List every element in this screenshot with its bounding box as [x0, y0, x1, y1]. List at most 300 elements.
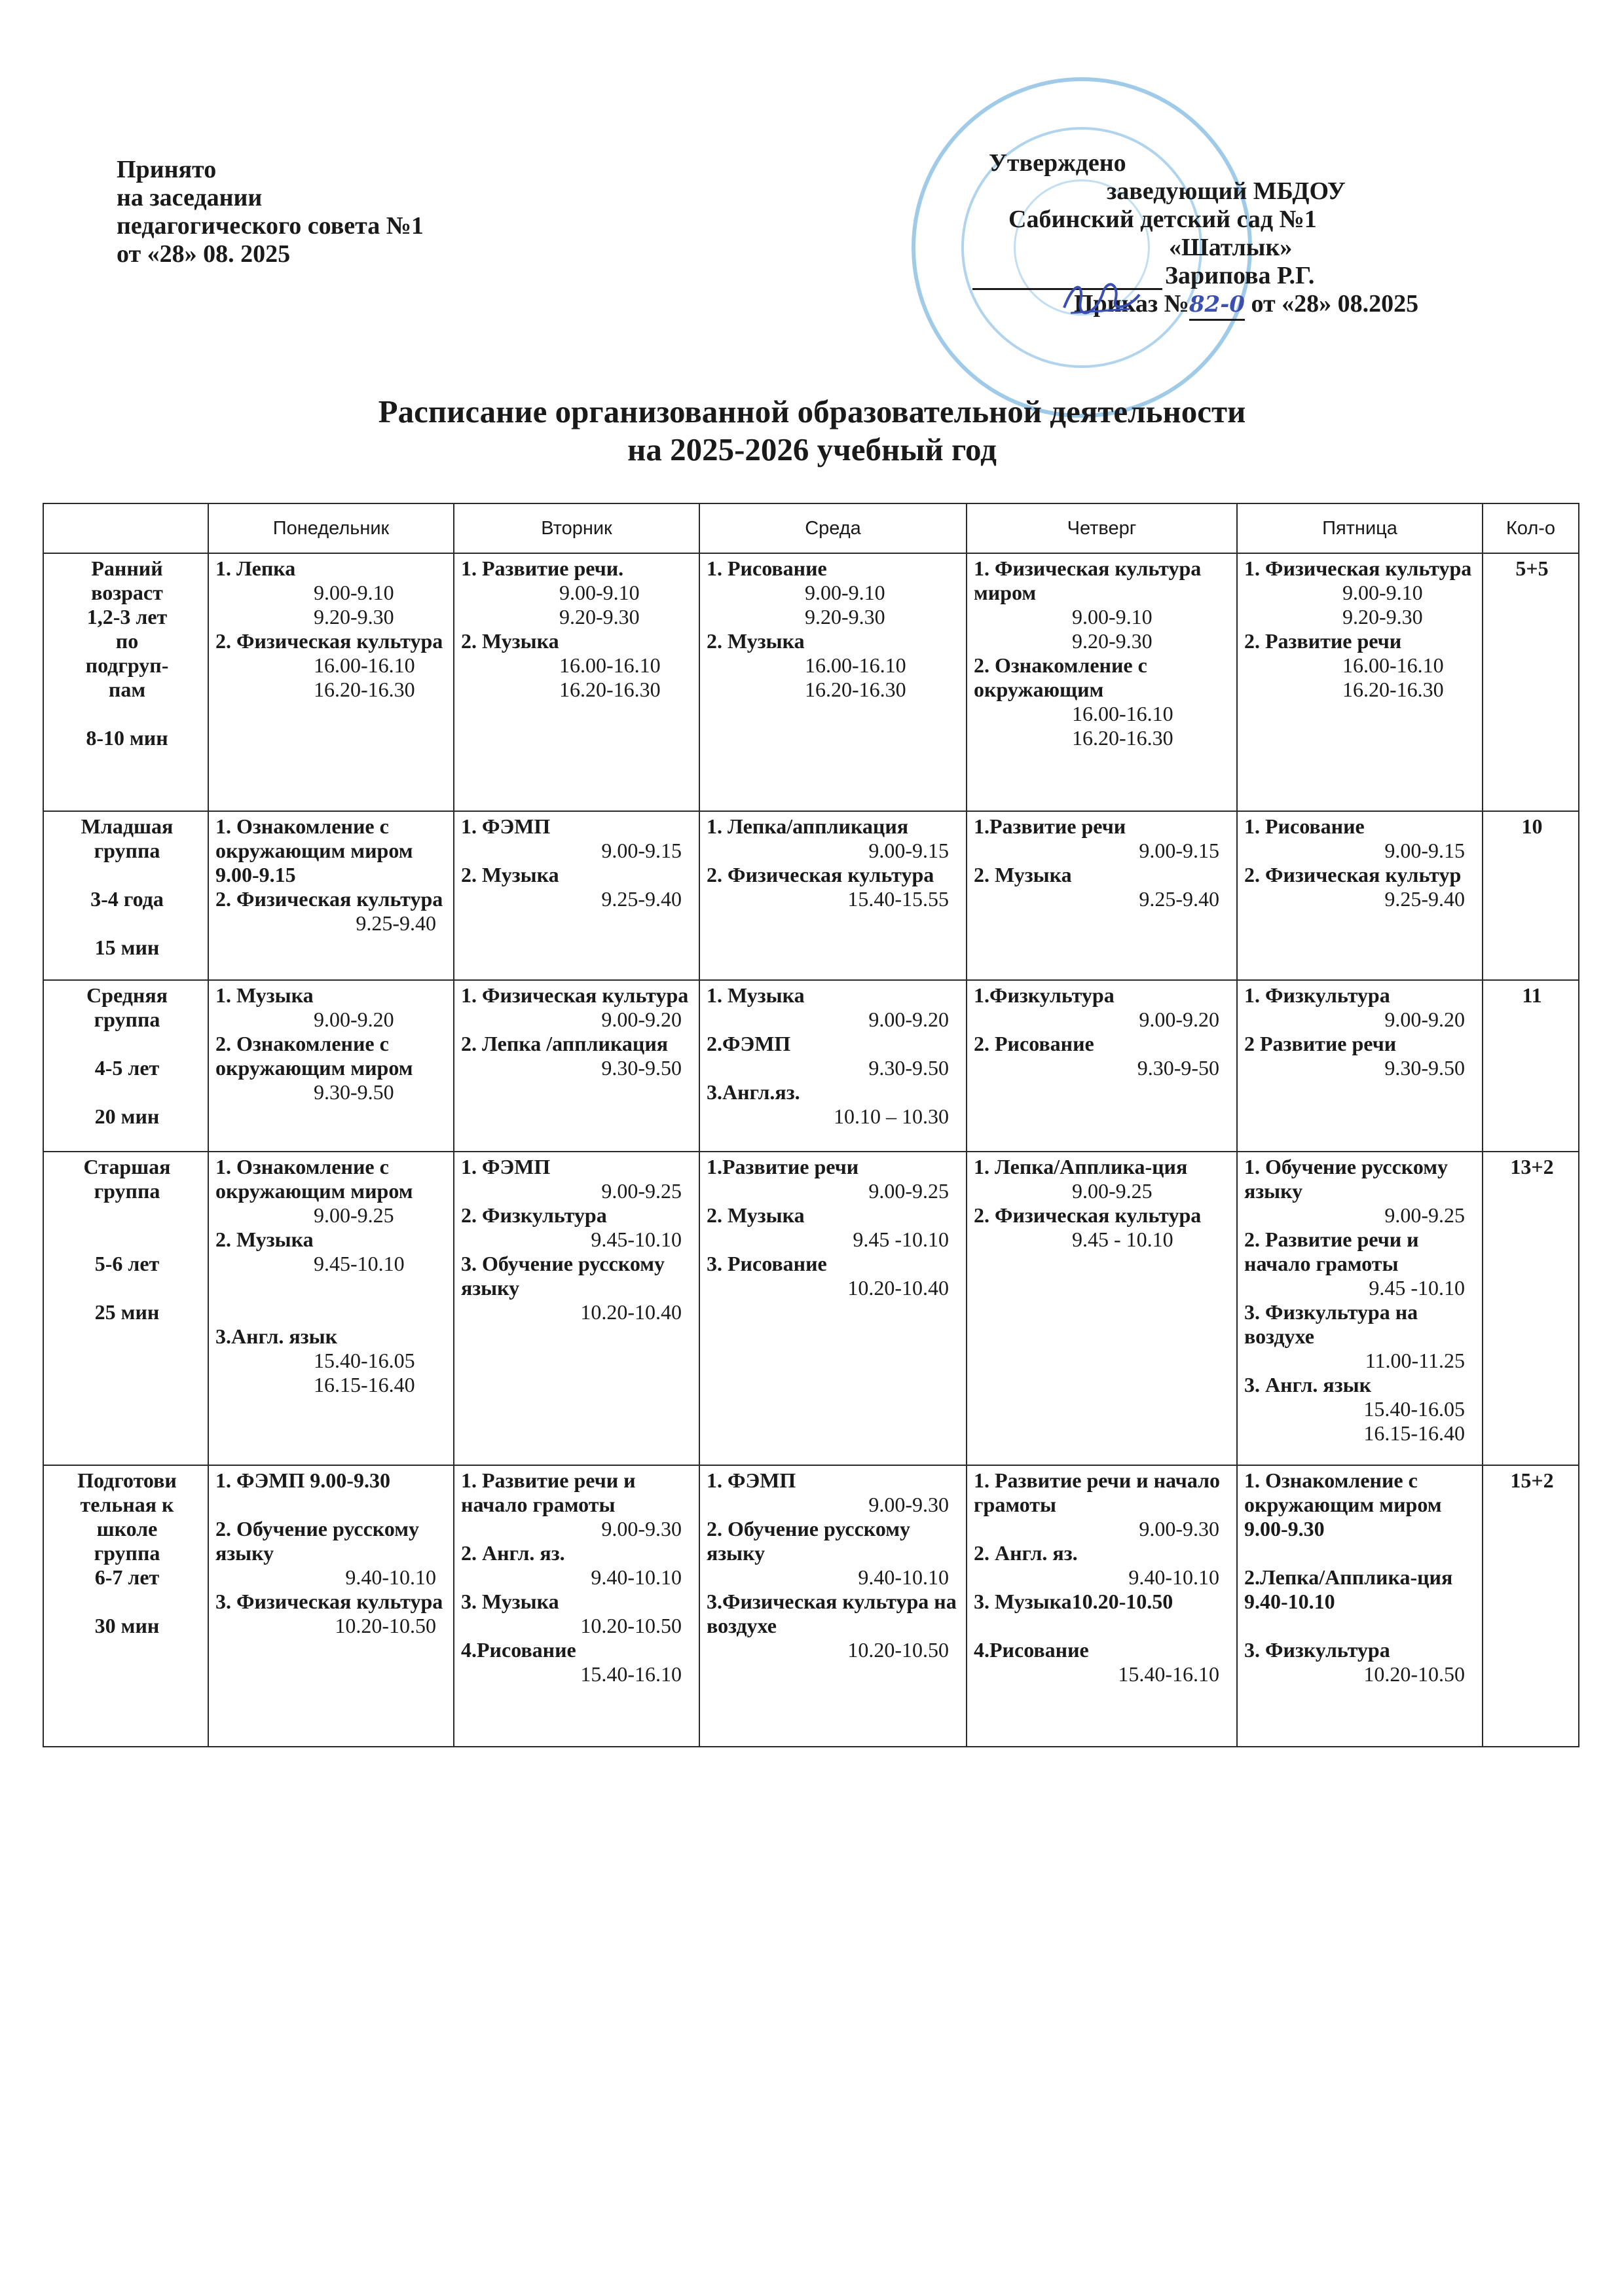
table-row — [43, 1465, 1579, 1747]
activity-time: 9.00-9.15 — [1384, 839, 1465, 862]
header-cell: Среда — [699, 503, 967, 553]
group-label-line: 4-5 лет — [94, 1056, 160, 1080]
activity-time: 9.25-9.40 — [356, 911, 436, 935]
activity-time: 9.25-9.40 — [601, 887, 682, 911]
activity-time: 9.20-9.30 — [805, 605, 885, 629]
group-label-line: Подготови — [77, 1468, 177, 1492]
activity-item — [974, 1638, 1232, 1686]
activity-item — [974, 983, 1232, 1032]
group-label-line: возраст — [91, 581, 163, 604]
schedule-cell — [208, 1152, 454, 1465]
group-label-line — [50, 702, 204, 726]
document-title — [0, 393, 1624, 469]
schedule-cell — [454, 811, 699, 980]
activity-name: 1. Развитие речи. — [461, 556, 624, 580]
activity-item — [461, 1541, 695, 1590]
approval-left-line: от «28» 08. 2025 — [117, 240, 291, 268]
activity-name: 1. Развитие речи и начало грамоты — [461, 1468, 636, 1516]
activity-name: 3. Музыка — [461, 1590, 559, 1613]
activity-time: 9.00-9.10 — [805, 581, 885, 604]
activity-item — [1244, 983, 1478, 1032]
activity-name: 3.Англ. язык — [215, 1324, 337, 1348]
group-label-line: 30 мин — [94, 1614, 160, 1637]
activity-time: 16.20-16.30 — [314, 678, 415, 701]
activity-name: 2. Физическая культура — [215, 629, 443, 653]
activity-time: 9.30-9.50 — [601, 1056, 682, 1080]
activity-item — [461, 1638, 695, 1686]
activity-name: 1. Рисование — [1244, 814, 1365, 838]
group-label-line — [50, 1203, 204, 1228]
activity-item — [215, 1468, 449, 1493]
spacer — [1244, 1541, 1478, 1565]
table-body — [43, 553, 1579, 1747]
activity-time: 9.30-9.50 — [1384, 1056, 1465, 1080]
activity-name: 2. Развитие речи и начало грамоты — [1244, 1228, 1419, 1275]
activity-name: 1. Музыка — [707, 983, 805, 1007]
group-cell — [43, 553, 208, 811]
group-label-line: группа — [94, 839, 160, 862]
activity-name: 2. Музыка — [461, 629, 559, 653]
activity-name: 3. Музыка10.20-10.50 — [974, 1590, 1173, 1613]
order-number: 82-0 — [1189, 291, 1245, 321]
group-label-line: 20 мин — [94, 1104, 160, 1128]
activity-item — [1244, 1155, 1478, 1228]
activity-item — [707, 1517, 962, 1590]
activity-item — [1244, 1565, 1478, 1614]
activity-time: 15.40-15.55 — [847, 887, 949, 911]
activity-time: 16.20-16.30 — [1342, 678, 1444, 701]
activity-name: 2. Музыка — [215, 1228, 314, 1251]
table-row — [43, 1152, 1579, 1465]
activity-name: 2. Музыка — [707, 1203, 805, 1227]
activity-name: 3. Англ. язык — [1244, 1373, 1371, 1396]
activity-time: 11.00-11.25 — [1365, 1349, 1465, 1372]
activity-name: 1. Ознакомление с окружающим миром 9.00-9.30 — [1244, 1468, 1442, 1540]
activity-name: 1. Физкультура — [1244, 983, 1390, 1007]
activity-item — [461, 1155, 695, 1203]
group-label-line: 3-4 года — [90, 887, 164, 911]
activity-time: 9.00-9.15 — [868, 839, 949, 862]
activity-item — [215, 629, 449, 702]
activity-time: 9.30-9.50 — [314, 1080, 394, 1104]
activity-time: 16.20-16.30 — [805, 678, 906, 701]
activity-time: 9.00-9.30 — [1139, 1517, 1219, 1540]
activity-item — [461, 814, 695, 863]
group-label-line: Младшая — [81, 814, 174, 838]
activity-name: 3.Физическая культура на воздухе — [707, 1590, 957, 1637]
spacer — [215, 1276, 449, 1324]
schedule-table — [43, 503, 1579, 1747]
activity-item — [974, 556, 1232, 653]
group-label-line — [50, 1590, 204, 1614]
activity-item — [1244, 629, 1478, 702]
activity-name: 2. Лепка /аппликация — [461, 1032, 669, 1055]
activity-item — [215, 556, 449, 629]
table-header-row — [43, 503, 1579, 553]
activity-time: 15.40-16.10 — [580, 1662, 682, 1686]
activity-time: 9.25-9.40 — [1384, 887, 1465, 911]
activity-time: 15.40-16.05 — [1363, 1397, 1465, 1421]
activity-time: 9.45 -10.10 — [1369, 1276, 1465, 1300]
activity-name: 2. Физическая культура — [974, 1203, 1202, 1227]
activity-time: 15.40-16.05 — [314, 1349, 415, 1372]
activity-item — [215, 1324, 449, 1397]
schedule-cell — [699, 811, 967, 980]
activity-name: 4.Рисование — [974, 1638, 1089, 1662]
activity-name: 1. Лепка/Апплика-ция — [974, 1155, 1188, 1178]
activity-name: 2. Развитие речи — [1244, 629, 1402, 653]
schedule-cell — [1237, 1465, 1483, 1747]
group-label-line: Старшая — [83, 1155, 171, 1178]
activity-item — [707, 1155, 962, 1203]
activity-time: 10.20-10.50 — [1363, 1662, 1465, 1686]
activity-time: 9.45-10.10 — [314, 1252, 405, 1275]
activity-time: 16.15-16.40 — [314, 1373, 415, 1396]
schedule-cell — [1237, 980, 1483, 1152]
activity-item — [1244, 1300, 1478, 1373]
activity-time: 9.45 -10.10 — [853, 1228, 949, 1251]
activity-name: 1. ФЭМП 9.00-9.30 — [215, 1468, 390, 1492]
activity-item — [1244, 863, 1478, 911]
activity-time: 9.00-9.15 — [1139, 839, 1219, 862]
activity-item — [461, 1032, 695, 1080]
activity-time: 9.00-9.20 — [601, 1008, 682, 1031]
table-row — [43, 811, 1579, 980]
approval-left-line: Принято — [117, 156, 217, 183]
group-label-line — [50, 1032, 204, 1056]
activity-item — [461, 1203, 695, 1252]
order-label: Приказ № — [1074, 290, 1189, 318]
activity-name: 1. Музыка — [215, 983, 314, 1007]
activity-time: 10.20-10.40 — [847, 1276, 949, 1300]
activity-time: 9.45-10.10 — [591, 1228, 682, 1251]
head-name: Зарипова Р.Г. — [1165, 262, 1315, 289]
activity-name: 4.Рисование — [461, 1638, 576, 1662]
schedule-cell — [699, 553, 967, 811]
activity-time: 10.20-10.50 — [335, 1614, 436, 1637]
title-line: на 2025-2026 учебный год — [627, 431, 997, 467]
schedule-cell — [208, 1465, 454, 1747]
activity-name: 1.Развитие речи — [707, 1155, 859, 1178]
approval-org-name: «Шатлык» — [1169, 234, 1293, 261]
schedule-cell — [967, 553, 1237, 811]
activity-time: 9.45 - 10.10 — [1072, 1228, 1173, 1251]
count-cell: 11 — [1483, 980, 1579, 1152]
activity-item — [974, 1468, 1232, 1541]
activity-name: 2. Музыка — [974, 863, 1072, 886]
activity-item — [974, 863, 1232, 911]
activity-item — [974, 1032, 1232, 1080]
activity-item — [707, 1590, 962, 1662]
activity-name: 2. Обучение русскому языку — [707, 1517, 910, 1565]
group-cell — [43, 980, 208, 1152]
activity-time: 16.00-16.10 — [805, 653, 906, 677]
activity-item — [707, 1252, 962, 1300]
activity-item — [461, 863, 695, 911]
activity-name: 2 Развитие речи — [1244, 1032, 1397, 1055]
group-label-line — [50, 1276, 204, 1300]
group-cell — [43, 1152, 208, 1465]
activity-item — [707, 1468, 962, 1517]
activity-item — [1244, 1373, 1478, 1446]
schedule-cell — [454, 980, 699, 1152]
activity-time: 9.00-9.25 — [1072, 1179, 1153, 1203]
activity-name: 3. Физкультура на воздухе — [1244, 1300, 1418, 1348]
activity-item — [974, 1590, 1232, 1614]
schedule-cell — [208, 980, 454, 1152]
activity-name: 1. Физическая культура — [1244, 556, 1472, 580]
activity-name: 1. Рисование — [707, 556, 827, 580]
table-row — [43, 553, 1579, 811]
activity-name: 2. Физическая культура — [707, 863, 934, 886]
group-label-line: 8-10 мин — [86, 726, 168, 750]
activity-name: 1.Физкультура — [974, 983, 1115, 1007]
group-cell — [43, 1465, 208, 1747]
approval-order — [943, 290, 1572, 321]
schedule-cell — [208, 553, 454, 811]
activity-item — [461, 1468, 695, 1541]
activity-name: 2. Физкультура — [461, 1203, 607, 1227]
activity-name: 2. Ознакомление с окружающим — [974, 653, 1147, 701]
activity-time: 9.40-10.10 — [591, 1565, 682, 1589]
schedule-cell — [208, 811, 454, 980]
group-label-line: Ранний — [91, 556, 163, 580]
activity-name: 1.Развитие речи — [974, 814, 1126, 838]
activity-time: 9.00-9.15 — [601, 839, 682, 862]
activity-name: 1. Лепка/аппликация — [707, 814, 909, 838]
order-date: от «28» 08.2025 — [1251, 290, 1419, 318]
activity-time: 9.40-10.10 — [858, 1565, 949, 1589]
activity-item — [215, 1228, 449, 1276]
approval-position: заведующий МБДОУ — [1107, 177, 1346, 205]
spacer — [1244, 1614, 1478, 1638]
activity-item — [461, 1590, 695, 1638]
activity-item — [1244, 1468, 1478, 1541]
group-label-line: пам — [108, 678, 146, 701]
count-cell: 5+5 — [1483, 553, 1579, 811]
activity-time: 9.00-9.25 — [314, 1203, 394, 1227]
activity-item — [974, 814, 1232, 863]
approval-title: Утверждено — [989, 149, 1126, 177]
activity-name: 2. Музыка — [707, 629, 805, 653]
activity-name: 3. Обучение русскому языку — [461, 1252, 665, 1300]
activity-item — [707, 629, 962, 702]
activity-name: 1. ФЭМП — [461, 814, 551, 838]
signature-icon — [1058, 275, 1143, 321]
activity-name: 2. Ознакомление с окружающим миром — [215, 1032, 413, 1080]
activity-name: 2.ФЭМП — [707, 1032, 791, 1055]
group-label-line: тельная к — [80, 1493, 174, 1516]
activity-time: 9.30-9.50 — [868, 1056, 949, 1080]
activity-name: 1. ФЭМП — [461, 1155, 551, 1178]
count-cell: 13+2 — [1483, 1152, 1579, 1465]
activity-time: 9.20-9.30 — [1342, 605, 1423, 629]
activity-item — [1244, 814, 1478, 863]
activity-name: 3. Рисование — [707, 1252, 827, 1275]
activity-item — [707, 556, 962, 629]
activity-time: 9.30-9-50 — [1137, 1056, 1219, 1080]
schedule-cell — [967, 1465, 1237, 1747]
activity-item — [215, 1155, 449, 1228]
activity-name: 3. Физическая культура — [215, 1590, 443, 1613]
activity-item — [215, 887, 449, 936]
activity-name: 2. Рисование — [974, 1032, 1094, 1055]
activity-time: 16.15-16.40 — [1363, 1421, 1465, 1445]
approval-signature-line — [943, 262, 1572, 290]
activity-time: 9.00-9.25 — [601, 1179, 682, 1203]
activity-time: 9.20-9.30 — [1072, 629, 1153, 653]
schedule-cell — [699, 1152, 967, 1465]
schedule-cell — [699, 980, 967, 1152]
group-label-line: группа — [94, 1179, 160, 1203]
schedule-cell — [967, 980, 1237, 1152]
group-label-line: школе — [96, 1517, 158, 1540]
group-label-line: 15 мин — [94, 936, 160, 959]
activity-time: 9.00-9.25 — [868, 1179, 949, 1203]
activity-item — [215, 983, 449, 1032]
activity-name: 1. ФЭМП — [707, 1468, 796, 1492]
activity-item — [1244, 1228, 1478, 1300]
schedule-cell — [454, 1152, 699, 1465]
group-label-line: Средняя — [86, 983, 168, 1007]
approval-left-line: на заседании — [117, 184, 263, 211]
group-label-line — [50, 911, 204, 936]
schedule-cell — [967, 811, 1237, 980]
activity-time: 10.20-10.50 — [847, 1638, 949, 1662]
activity-name: 1. Физическая культура — [461, 983, 689, 1007]
activity-name: 2. Англ. яз. — [461, 1541, 565, 1565]
activity-name: 1. Ознакомление с окружающим миром 9.00-9.15 — [215, 814, 413, 886]
activity-name: 2. Обучение русскому языку — [215, 1517, 419, 1565]
spacer — [215, 1493, 449, 1517]
header-cell: Четверг — [967, 503, 1237, 553]
activity-time: 9.00-9.30 — [601, 1517, 682, 1540]
activity-item — [1244, 1032, 1478, 1080]
activity-name: 1. Развитие речи и начало грамоты — [974, 1468, 1221, 1516]
activity-item — [461, 983, 695, 1032]
spacer — [974, 1614, 1232, 1638]
activity-item — [707, 1203, 962, 1252]
group-label-line — [50, 1080, 204, 1104]
group-label-line — [50, 1228, 204, 1252]
schedule-cell — [699, 1465, 967, 1747]
group-label-line: 25 мин — [94, 1300, 160, 1324]
group-label-line: группа — [94, 1008, 160, 1031]
activity-time: 9.00-9.10 — [1342, 581, 1423, 604]
schedule-cell — [454, 553, 699, 811]
title-line: Расписание организованной образовательной деятельности — [378, 393, 1246, 429]
activity-time: 10.20-10.50 — [580, 1614, 682, 1637]
approval-left-line: педагогического совета №1 — [117, 212, 424, 240]
activity-item — [707, 814, 962, 863]
activity-time: 9.00-9.10 — [314, 581, 394, 604]
activity-item — [707, 983, 962, 1032]
activity-time: 9.00-9.30 — [868, 1493, 949, 1516]
activity-name: 1. Физическая культура миром — [974, 556, 1202, 604]
activity-time: 9.20-9.30 — [559, 605, 640, 629]
activity-item — [215, 1517, 449, 1590]
count-cell: 15+2 — [1483, 1465, 1579, 1747]
activity-time: 9.25-9.40 — [1139, 887, 1219, 911]
activity-item — [974, 1541, 1232, 1590]
activity-name: 2. Физическая культура — [215, 887, 443, 911]
count-cell: 10 — [1483, 811, 1579, 980]
activity-time: 16.20-16.30 — [1072, 726, 1173, 750]
activity-name: 3. Физкультура — [1244, 1638, 1390, 1662]
approval-left-block — [117, 156, 424, 268]
activity-name: 3.Англ.яз. — [707, 1080, 800, 1104]
activity-item — [461, 1252, 695, 1324]
activity-item — [707, 1080, 962, 1129]
header-cell: Вторник — [454, 503, 699, 553]
group-label-line: 5-6 лет — [94, 1252, 160, 1275]
activity-time: 16.00-16.10 — [1342, 653, 1444, 677]
activity-name: 2. Музыка — [461, 863, 559, 886]
activity-name: 2. Физическая культур — [1244, 863, 1462, 886]
schedule-cell — [1237, 553, 1483, 811]
activity-time: 9.00-9.20 — [314, 1008, 394, 1031]
activity-item — [974, 653, 1232, 750]
schedule-cell — [1237, 811, 1483, 980]
group-label-line: 6-7 лет — [94, 1565, 160, 1589]
activity-time: 16.00-16.10 — [314, 653, 415, 677]
activity-name: 1. Ознакомление с окружающим миром — [215, 1155, 413, 1203]
group-label-line: группа — [94, 1541, 160, 1565]
activity-name: 2. Англ. яз. — [974, 1541, 1078, 1565]
activity-time: 9.40-10.10 — [1128, 1565, 1219, 1589]
activity-time: 9.00-9.20 — [1384, 1008, 1465, 1031]
activity-item — [461, 556, 695, 629]
activity-item — [1244, 556, 1478, 629]
activity-time: 16.00-16.10 — [1072, 702, 1173, 725]
activity-item — [215, 814, 449, 887]
activity-time: 10.10 – 10.30 — [834, 1104, 949, 1128]
activity-time: 9.00-9.20 — [1139, 1008, 1219, 1031]
activity-time: 9.40-10.10 — [345, 1565, 436, 1589]
schedule-cell — [1237, 1152, 1483, 1465]
activity-name: 1. Лепка — [215, 556, 296, 580]
schedule-cell — [967, 1152, 1237, 1465]
activity-name: 2.Лепка/Апплика-ция 9.40-10.10 — [1244, 1565, 1453, 1613]
header-cell: Пятница — [1237, 503, 1483, 553]
activity-item — [461, 629, 695, 702]
activity-item — [707, 1032, 962, 1080]
activity-time: 9.20-9.30 — [314, 605, 394, 629]
group-label-line: подгруп- — [85, 653, 169, 677]
table-row — [43, 980, 1579, 1152]
group-label-line: по — [115, 629, 139, 653]
activity-time: 9.00-9.10 — [1072, 605, 1153, 629]
activity-item — [1244, 1638, 1478, 1686]
activity-time: 10.20-10.40 — [580, 1300, 682, 1324]
activity-item — [215, 1032, 449, 1104]
activity-item — [215, 1590, 449, 1638]
activity-time: 16.20-16.30 — [559, 678, 661, 701]
header-cell: Понедельник — [208, 503, 454, 553]
activity-item — [974, 1155, 1232, 1203]
header-cell: Кол-о — [1483, 503, 1579, 553]
schedule-cell — [454, 1465, 699, 1747]
activity-time: 9.00-9.10 — [559, 581, 640, 604]
activity-item — [707, 863, 962, 911]
activity-time: 9.00-9.20 — [868, 1008, 949, 1031]
approval-right-block — [943, 149, 1572, 321]
group-cell — [43, 811, 208, 980]
header-cell — [43, 503, 208, 553]
activity-name: 1. Обучение русскому языку — [1244, 1155, 1448, 1203]
activity-item — [974, 1203, 1232, 1252]
activity-time: 15.40-16.10 — [1118, 1662, 1219, 1686]
